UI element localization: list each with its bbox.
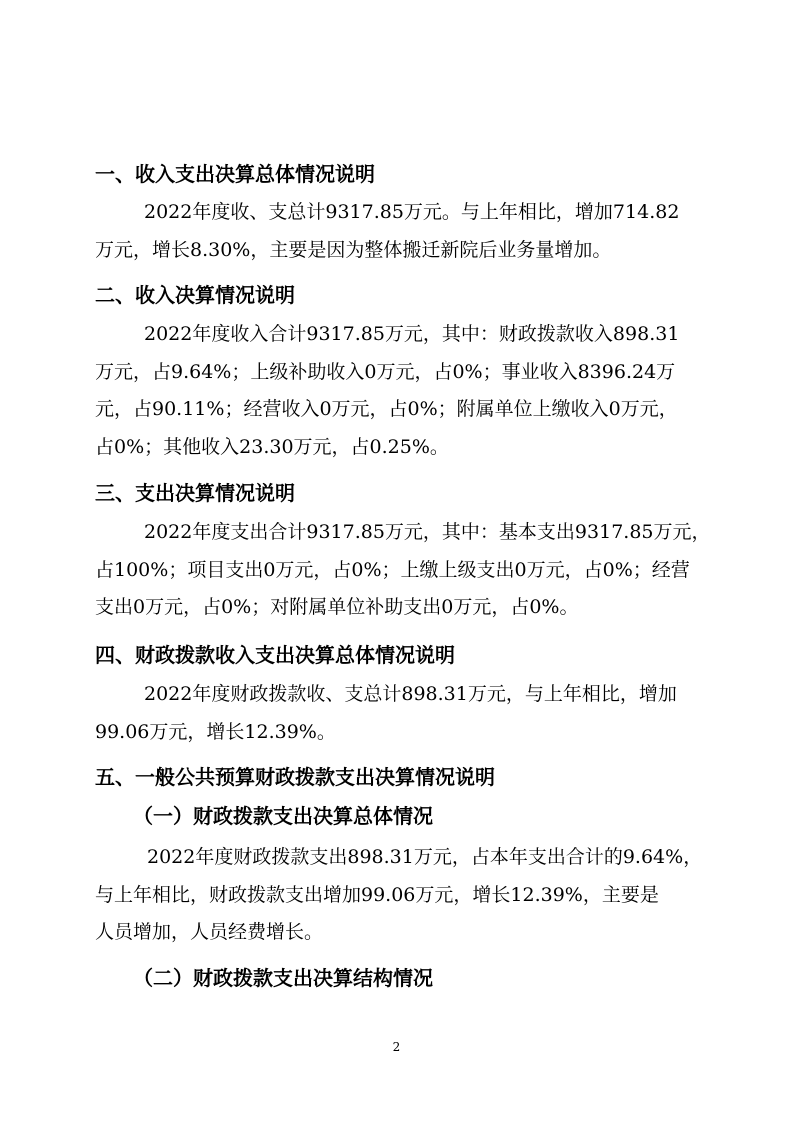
section-2-heading: 二、收入决算情况说明 [95, 283, 295, 307]
paragraph-line: 占0%；其他收入23.30万元，占0.25%。 [95, 435, 449, 458]
subsection-2-heading: （二）财政拨款支出决算结构情况 [133, 966, 433, 990]
paragraph-line: 2022年度财政拨款收、支总计898.31万元，与上年相比，增加 [144, 683, 677, 705]
paragraph-line: 元，占90.11%；经营收入0万元，占0%；附属单位上缴收入0万元， [95, 398, 678, 420]
paragraph-line: 2022年度收、支总计9317.85万元。与上年相比，增加714.82 [144, 201, 680, 223]
section-3-heading: 三、支出决算情况说明 [95, 481, 295, 505]
section-3-paragraph [95, 514, 711, 627]
paragraph-line: 2022年度财政拨款支出898.31万元，占本年支出合计的9.64%， [147, 846, 703, 868]
section-1-paragraph [95, 194, 695, 269]
subsection-1-paragraph [95, 839, 703, 952]
subsection-1-heading: （一）财政拨款支出决算总体情况 [133, 804, 433, 828]
paragraph-line: 万元，占9.64%；上级补助收入0万元，占0%；事业收入8396.24万 [95, 360, 676, 383]
paragraph-line: 支出0万元，占0%；对附属单位补助支出0万元，占0%。 [95, 596, 579, 618]
section-1-heading: 一、收入支出决算总体情况说明 [95, 162, 375, 186]
paragraph-line: 2022年度支出合计9317.85万元，其中：基本支出9317.85万元， [144, 521, 711, 543]
paragraph-line: 万元，增长8.30%，主要是因为整体搬迁新院后业务量增加。 [95, 238, 612, 261]
paragraph-line: 与上年相比，财政拨款支出增加99.06万元，增长12.39%，主要是 [95, 883, 659, 906]
paragraph-line: 人员增加，人员经费增长。 [95, 921, 324, 943]
section-5-heading: 五、一般公共预算财政拨款支出决算情况说明 [95, 765, 495, 789]
paragraph-line: 99.06万元，增长12.39%。 [95, 720, 336, 743]
section-2-paragraph [95, 316, 695, 466]
paragraph-line: 占100%；项目支出0万元，占0%；上缴上级支出0万元，占0%；经营 [95, 558, 690, 581]
paragraph-line: 2022年度收入合计9317.85万元，其中：财政拨款收入898.31 [144, 323, 680, 345]
section-4-heading: 四、财政拨款收入支出决算总体情况说明 [95, 643, 455, 667]
section-4-paragraph [95, 676, 695, 751]
page-number: 2 [392, 1040, 401, 1054]
